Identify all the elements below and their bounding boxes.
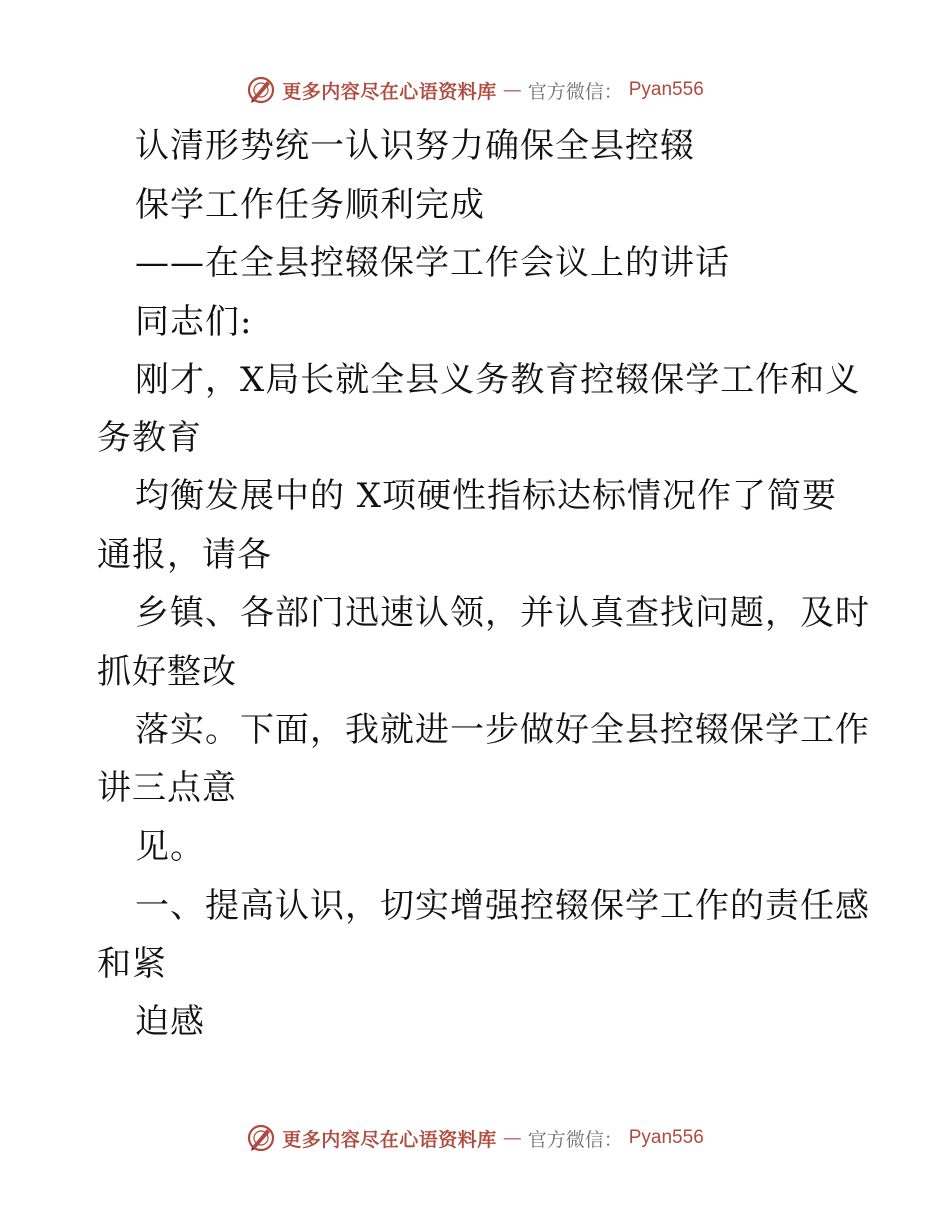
footer-watermark [0,1118,950,1158]
watermark-wechat-id: Pyan556 [628,1127,704,1148]
paragraph-line: 落实。下面，我就进一步做好全县控辍保学工作 [135,710,870,750]
section-heading-line: 一、提高认识，切实增强控辍保学工作的责任感 [135,886,870,926]
paragraph-line: 务教育 [97,418,202,458]
watermark-text: 更多内容尽在心语资料库 [282,80,497,103]
section-heading-line: 和紧 [97,944,167,984]
watermark-wechat-id: Pyan556 [628,79,704,100]
subtitle-line: ——在全县控辍保学工作会议上的讲话 [135,243,730,283]
watermark-wechat-label: 官方微信： [527,1128,623,1151]
paragraph-line: 刚才，X局长就全县义务教育控辍保学工作和义 [135,360,861,400]
watermark-separator: — [502,1127,522,1149]
watermark-group [246,1123,704,1153]
title-line-1: 认清形势统一认识努力确保全县控辍 [135,126,695,166]
paragraph-line: 抓好整改 [97,652,237,692]
paragraph-line: 均衡发展中的 X项硬性指标达标情况作了简要 [135,476,838,516]
paragraph-line: 通报，请各 [97,535,272,575]
paragraph-line: 见。 [135,827,205,867]
salutation: 同志们: [135,302,253,342]
watermark-separator: — [502,79,522,101]
quill-pen-logo-icon [246,1123,276,1153]
watermark-text: 更多内容尽在心语资料库 [282,1128,497,1151]
paragraph-line: 乡镇、各部门迅速认领，并认真查找问题，及时 [135,593,870,633]
watermark-wechat-label: 官方微信： [527,80,623,103]
paragraph-line: 讲三点意 [97,768,237,808]
title-line-2: 保学工作任务顺利完成 [135,185,485,225]
section-heading-line: 迫感 [135,1002,205,1042]
